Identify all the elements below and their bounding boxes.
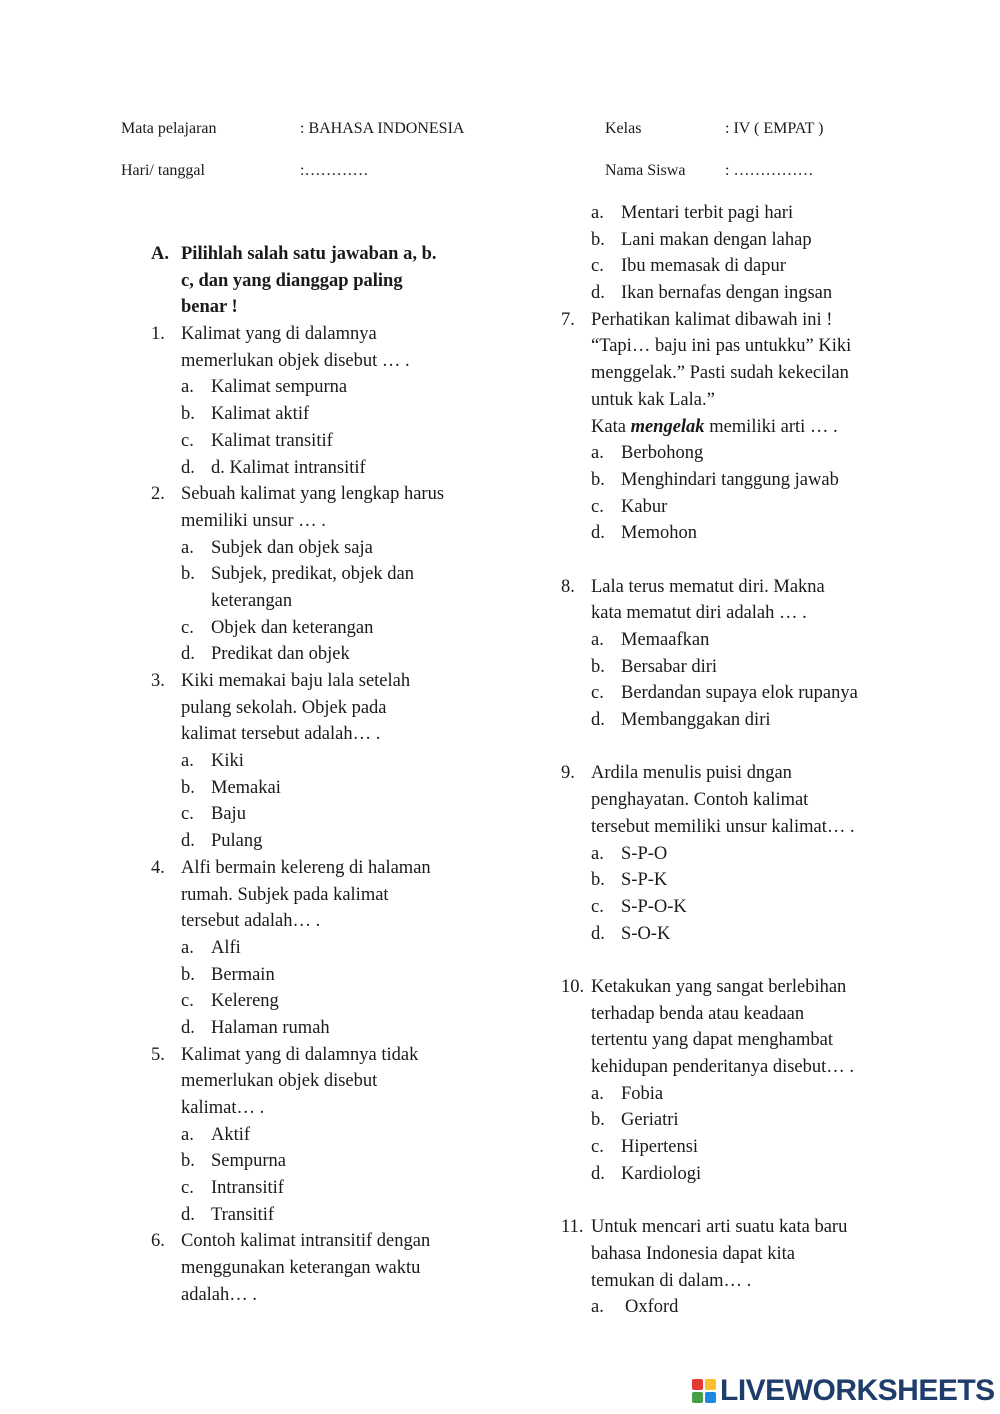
option-a[interactable] [151,535,541,562]
option-letter: a. [181,537,194,558]
option-text: Kiki [211,751,244,772]
option-text: Geriatri [621,1110,679,1131]
question-text: tertentu yang dapat menghambat [591,1030,833,1051]
question-9 [561,760,981,947]
option-text: S-P-O-K [621,896,687,917]
logo-text: LIVEWORKSHEETS [720,1374,995,1407]
option-letter: c. [181,1178,194,1199]
option-c[interactable] [561,494,981,521]
option-letter: a. [591,1083,604,1104]
question-number: 8. [561,576,575,597]
option-a[interactable] [151,1122,541,1149]
option-d[interactable] [151,641,541,668]
option-a[interactable] [561,841,981,868]
question-text: rumah. Subjek pada kalimat [181,884,389,905]
question-text: Sebuah kalimat yang lengkap harus [181,484,445,505]
option-c[interactable] [151,615,541,642]
option-text: Subjek dan objek saja [211,537,373,558]
option-text: Mentari terbit pagi hari [621,203,794,223]
question-text: Kalimat yang di dalamnya [181,324,377,345]
question-text: kehidupan penderitanya disebut… . [591,1057,855,1077]
question-11 [561,1214,981,1321]
option-letter: d. [181,644,195,665]
subject-label: Mata pelajaran [121,120,217,137]
logo-square-green [692,1392,703,1403]
option-text: Predikat dan objek [211,644,350,665]
option-b[interactable] [151,962,541,989]
question-6-options [561,200,981,307]
option-d[interactable] [151,1202,541,1229]
question-number: 2. [151,484,165,505]
option-text: Transitif [211,1204,275,1225]
option-d[interactable] [561,1161,981,1188]
instruction-line: c, dan yang dianggap paling [181,270,403,291]
option-letter: c. [591,896,604,917]
option-text: Kelereng [211,991,279,1012]
option-text: Pulang [211,831,263,852]
option-text: S-O-K [621,923,671,944]
question-text: kalimat… . [181,1098,265,1118]
option-text: Oxford [625,1297,679,1318]
question-prompt [591,414,838,441]
option-letter: d. [591,923,605,944]
right-column [561,200,981,1321]
option-c[interactable] [151,801,541,828]
option-letter: b. [591,870,605,891]
option-b[interactable] [561,227,981,254]
option-text: Berdandan supaya elok rupanya [621,683,858,704]
option-letter: d. [591,523,605,544]
option-c[interactable] [151,428,541,455]
option-d[interactable] [151,1015,541,1042]
question-text: memiliki unsur … . [181,510,326,531]
question-number: 4. [151,857,165,878]
option-letter: a. [591,203,604,223]
option-letter: c. [181,430,194,451]
left-column [151,241,541,1309]
option-letter: a. [181,1124,194,1145]
question-number: 1. [151,324,165,345]
option-letter: c. [181,617,194,638]
option-text: Membanggakan diri [621,710,771,731]
option-text: Objek dan keterangan [211,617,374,638]
option-d[interactable] [561,707,981,734]
option-c[interactable] [561,253,981,280]
question-text: tersebut adalah… . [181,911,321,932]
subject-value: : BAHASA INDONESIA [300,120,465,137]
question-text: pulang sekolah. Objek pada [181,697,387,718]
option-letter: d. [181,1017,195,1038]
option-text: Kalimat transitif [211,430,333,451]
question-text: Contoh kalimat intransitif dengan [181,1231,431,1252]
question-text: kata mematut diri adalah … . [591,603,807,624]
question-text: terhadap benda atau keadaan [591,1003,805,1024]
question-5 [151,1042,541,1229]
logo-square-yellow [705,1379,716,1390]
question-4 [151,855,541,1042]
question-7 [561,307,981,547]
option-a[interactable] [561,200,981,227]
question-text: tersebut memiliki unsur kalimat… . [591,816,855,837]
option-letter: c. [181,991,194,1012]
option-letter: b. [591,656,605,677]
student-name-field[interactable]: : …………… [725,162,814,179]
student-name-label: Nama Siswa [605,162,686,179]
option-text: Fobia [621,1083,664,1104]
option-text: Bermain [211,964,275,985]
option-a[interactable] [151,935,541,962]
option-a[interactable] [561,627,981,654]
option-b[interactable] [561,654,981,681]
question-text: bahasa Indonesia dapat kita [591,1243,795,1264]
question-text: temukan di dalam… . [591,1270,752,1291]
instruction-line: benar ! [181,297,238,318]
question-number: 10. [561,976,585,997]
liveworksheets-logo[interactable] [692,1374,995,1408]
option-text: Aktif [211,1124,251,1145]
question-10 [561,974,981,1188]
date-label: Hari/ tanggal [121,162,205,179]
option-text: Kabur [621,496,668,517]
option-c[interactable] [151,988,541,1015]
question-text: menggunakan keterangan waktu [181,1258,421,1279]
option-c[interactable] [561,1134,981,1161]
question-text: Alfi bermain kelereng di halaman [181,857,431,878]
option-letter: a. [591,843,604,864]
option-letter: c. [591,496,604,517]
option-d[interactable] [151,828,541,855]
option-c[interactable] [561,680,981,707]
option-b[interactable] [561,1107,981,1134]
option-text: Alfi [211,937,241,958]
question-text: Ardila menulis puisi dngan [591,763,792,784]
option-letter: a. [181,377,194,398]
option-text: Lani makan dengan lahap [621,229,812,250]
option-letter: d. [591,710,605,731]
question-number: 11. [561,1217,584,1238]
option-letter: d. [591,1163,605,1184]
emphasized-word: mengelak [630,416,705,437]
class-label: Kelas [605,120,642,137]
option-text: Intransitif [211,1178,284,1199]
question-text: kalimat tersebut adalah… . [181,724,381,745]
option-b-continued[interactable] [151,588,541,615]
question-text: adalah… . [181,1284,258,1305]
class-value: : IV ( EMPAT ) [725,120,824,137]
option-text: Kalimat aktif [211,404,310,425]
option-c[interactable] [561,894,981,921]
prompt-post: memiliki arti … . [704,416,838,437]
option-text: Memaafkan [621,630,710,650]
question-number: 5. [151,1044,165,1065]
option-a[interactable] [561,440,981,467]
option-a[interactable] [561,1081,981,1108]
option-text: Subjek, predikat, objek dan [211,564,414,585]
logo-square-red [692,1379,703,1390]
option-letter: b. [591,1110,605,1131]
question-8 [561,574,981,734]
option-letter: b. [591,229,605,250]
option-text: Halaman rumah [211,1017,330,1038]
question-text: Ketakukan yang sangat berlebihan [591,976,847,997]
option-letter: c. [591,1137,604,1158]
prompt-pre: Kata [591,416,631,437]
option-text: S-P-K [621,870,668,891]
question-number: 7. [561,309,575,330]
option-text: Bersabar diri [621,656,718,677]
option-letter: a. [591,630,604,650]
option-letter: a. [181,937,194,958]
option-text: Hipertensi [621,1137,699,1158]
option-text: Ikan bernafas dengan ingsan [621,283,833,304]
option-letter: b. [181,777,195,798]
question-text: penghayatan. Contoh kalimat [591,790,809,811]
option-letter: d. [181,831,195,852]
option-c[interactable] [151,1175,541,1202]
option-letter: d. [181,457,195,478]
question-text: Kiki memakai baju lala setelah [181,671,411,691]
option-text: Memohon [621,523,698,544]
option-letter: a. [591,443,604,464]
date-field[interactable]: :………… [300,162,369,179]
option-d[interactable] [151,455,541,482]
option-text: keterangan [211,590,293,611]
question-2 [151,481,541,668]
question-number: 6. [151,1231,165,1252]
question-number: 3. [151,671,165,691]
option-b[interactable] [151,561,541,588]
question-text: memerlukan objek disebut [181,1071,378,1092]
question-text: Kalimat yang di dalamnya tidak [181,1044,419,1065]
option-letter: a. [591,1297,604,1318]
question-6 [151,1228,541,1308]
question-text: Untuk mencari arti suatu kata baru [591,1217,848,1238]
question-number: 9. [561,763,575,784]
option-text: Sempurna [211,1151,287,1172]
option-text: Kardiologi [621,1163,702,1184]
option-text: Berbohong [621,443,704,464]
option-a[interactable] [151,374,541,401]
section-marker: A. [151,244,169,264]
option-text: Baju [211,804,246,825]
option-d[interactable] [561,921,981,948]
option-b[interactable] [561,867,981,894]
option-text: d. Kalimat intransitif [211,457,366,478]
option-letter: d. [181,1204,195,1225]
option-letter: b. [181,1151,195,1172]
option-text: Menghindari tanggung jawab [621,469,839,490]
option-b[interactable] [151,401,541,428]
question-text: Perhatikan kalimat dibawah ini ! [591,309,833,330]
option-d[interactable] [561,280,981,307]
question-text: Lala terus mematut diri. Makna [591,576,825,597]
option-d[interactable] [561,520,981,547]
logo-square-blue [705,1392,716,1403]
option-letter: c. [591,256,604,277]
option-letter: b. [181,964,195,985]
option-text: Ibu memasak di dapur [621,256,786,277]
question-text: memerlukan objek disebut … . [181,350,410,371]
question-3 [151,668,541,855]
option-text: S-P-O [621,843,668,864]
option-letter: b. [181,404,195,425]
question-1 [151,321,541,481]
question-text: untuk kak Lala.” [591,389,715,410]
option-a[interactable] [151,748,541,775]
option-b[interactable] [561,467,981,494]
option-b[interactable] [151,1148,541,1175]
question-text: menggelak.” Pasti sudah kekecilan [591,363,849,384]
option-a[interactable] [561,1294,981,1321]
question-text: “Tapi… baju ini pas untukku” Kiki [591,336,852,357]
logo-mark-icon [692,1379,716,1403]
option-letter: c. [591,683,604,704]
section-instructions [151,241,541,321]
option-letter: c. [181,804,194,825]
option-letter: b. [591,469,605,490]
option-letter: d. [591,283,605,304]
option-letter: b. [181,564,195,585]
option-letter: a. [181,751,194,772]
instruction-line: Pilihlah salah satu jawaban a, b. [181,244,437,264]
option-text: Kalimat sempurna [211,377,348,398]
option-b[interactable] [151,775,541,802]
option-text: Memakai [211,777,281,798]
